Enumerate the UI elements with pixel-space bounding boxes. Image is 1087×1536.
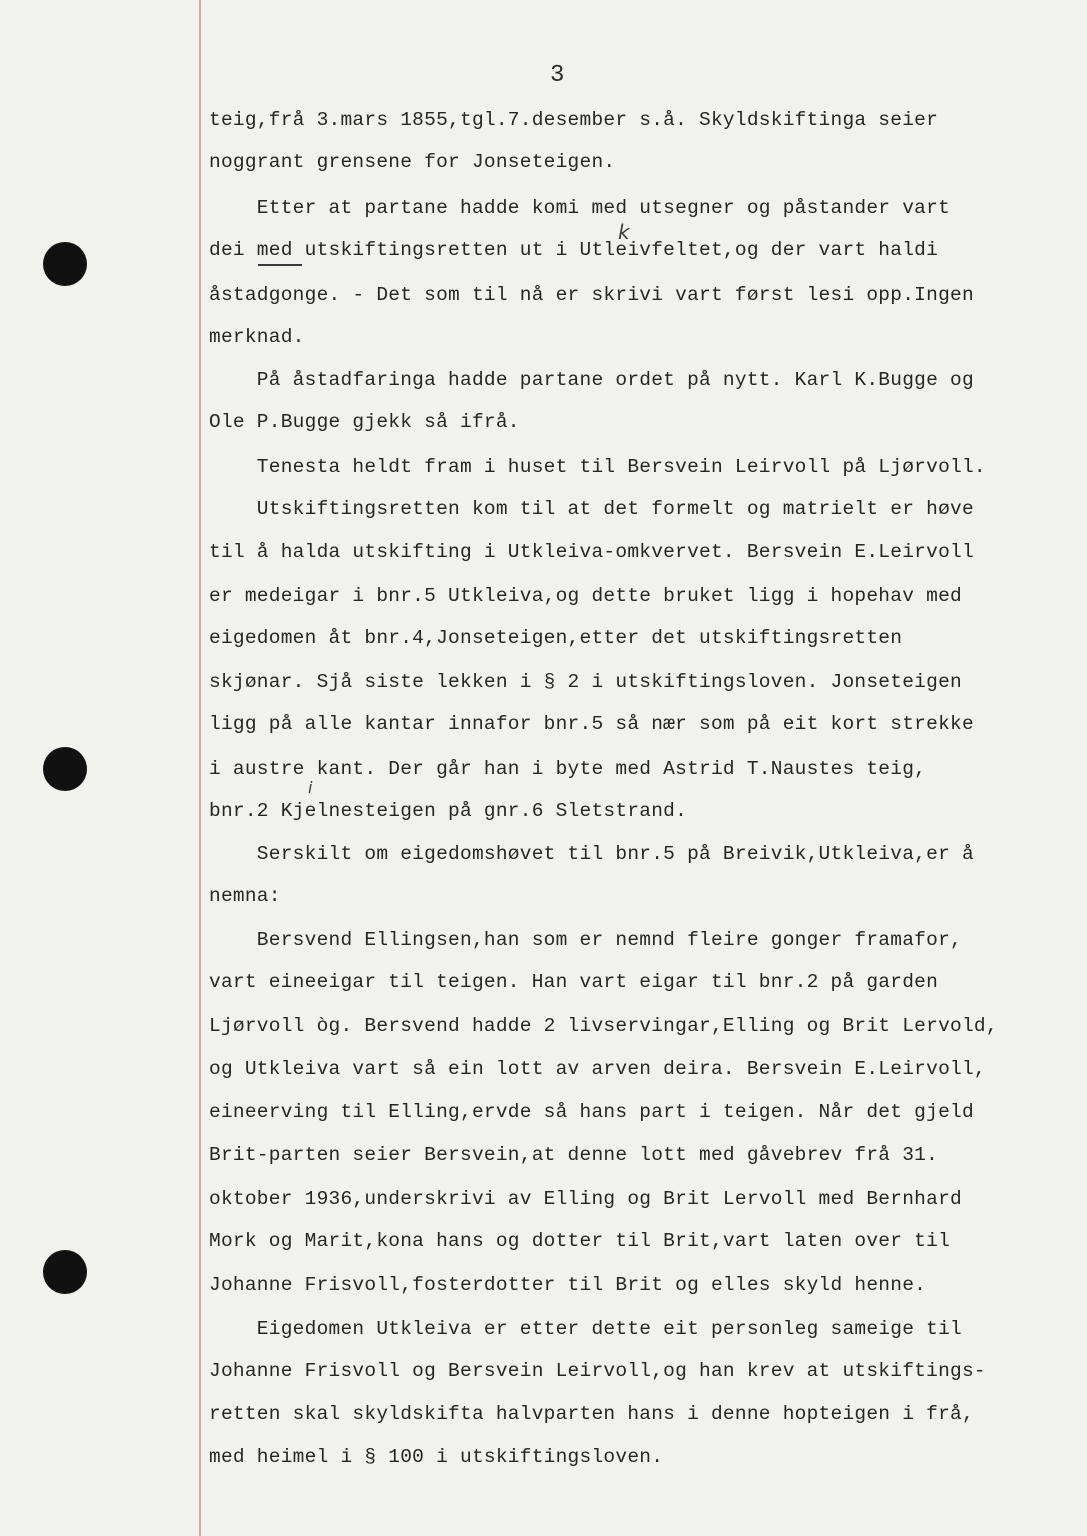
handwritten-correction: k (618, 220, 630, 244)
text-line: og Utkleiva vart så ein lott av arven deira. Bersvein E.Leirvoll, (209, 1058, 986, 1080)
page-number: 3 (550, 62, 565, 89)
text-line: vart eineeigar til teigen. Han vart eigar til bnr.2 på garden (209, 971, 939, 993)
text-line: teig,frå 3.mars 1855,tgl.7.desember s.å. Skyldskiftinga seier (209, 109, 939, 131)
text-line: eineerving til Elling,ervde så hans part i teigen. Når det gjeld (209, 1101, 974, 1123)
text-line: noggrant grensene for Jonseteigen. (209, 151, 616, 173)
text-line: eigedomen åt bnr.4,Jonseteigen,etter det utskiftingsretten (209, 627, 903, 649)
text-line: bnr.2 Kjelnesteigen på gnr.6 Sletstrand. (209, 800, 688, 822)
text-line: Eigedomen Utkleiva er etter dette eit personleg sameige til (209, 1318, 962, 1340)
handwritten-underline (258, 264, 302, 266)
text-line: Ljørvoll òg. Bersvend hadde 2 livservingar,Elling og Brit Lervold, (209, 1015, 998, 1037)
text-line: skjønar. Sjå siste lekken i § 2 i utskiftingsloven. Jonseteigen (209, 671, 962, 693)
text-line: Ole P.Bugge gjekk så ifrå. (209, 411, 520, 433)
text-line: Johanne Frisvoll og Bersvein Leirvoll,og han krev at utskiftings- (209, 1360, 986, 1382)
text-line: Bersvend Ellingsen,han som er nemnd fleire gonger framafor, (209, 929, 962, 951)
punch-hole (43, 242, 87, 286)
text-line: På åstadfaringa hadde partane ordet på nytt. Karl K.Bugge og (209, 369, 974, 391)
text-line: Utskiftingsretten kom til at det formelt og matrielt er høve (209, 498, 974, 520)
text-line: åstadgonge. - Det som til nå er skrivi vart først lesi opp.Ingen (209, 284, 974, 306)
text-line: Tenesta heldt fram i huset til Bersvein Leirvoll på Ljørvoll. (209, 456, 986, 478)
margin-rule (199, 0, 201, 1536)
text-line: dei med utskiftingsretten ut i Utleivfeltet,og der vart haldi (209, 239, 939, 261)
text-line: retten skal skyldskifta halvparten hans i denne hopteigen i frå, (209, 1403, 974, 1425)
text-line: i austre kant. Der går han i byte med Astrid T.Naustes teig, (209, 758, 927, 780)
text-line: er medeigar i bnr.5 Utkleiva,og dette bruket ligg i hopehav med (209, 585, 962, 607)
text-line: med heimel i § 100 i utskiftingsloven. (209, 1446, 664, 1468)
text-line: Brit-parten seier Bersvein,at denne lott med gåvebrev frå 31. (209, 1144, 939, 1166)
text-line: Mork og Marit,kona hans og dotter til Brit,vart laten over til (209, 1230, 951, 1252)
text-line: Johanne Frisvoll,fosterdotter til Brit og elles skyld henne. (209, 1274, 927, 1296)
text-line: nemna: (209, 885, 281, 907)
text-line: oktober 1936,underskrivi av Elling og Brit Lervoll med Bernhard (209, 1188, 962, 1210)
text-line: Etter at partane hadde komi med utsegner og påstander vart (209, 197, 951, 219)
handwritten-correction: i (308, 778, 313, 797)
text-line: ligg på alle kantar innafor bnr.5 så nær som på eit kort strekke (209, 713, 974, 735)
text-line: Serskilt om eigedomshøvet til bnr.5 på Breivik,Utkleiva,er å (209, 843, 974, 865)
text-line: merknad. (209, 326, 305, 348)
punch-hole (43, 747, 87, 791)
text-line: til å halda utskifting i Utkleiva-omkvervet. Bersvein E.Leirvoll (209, 541, 974, 563)
punch-hole (43, 1250, 87, 1294)
